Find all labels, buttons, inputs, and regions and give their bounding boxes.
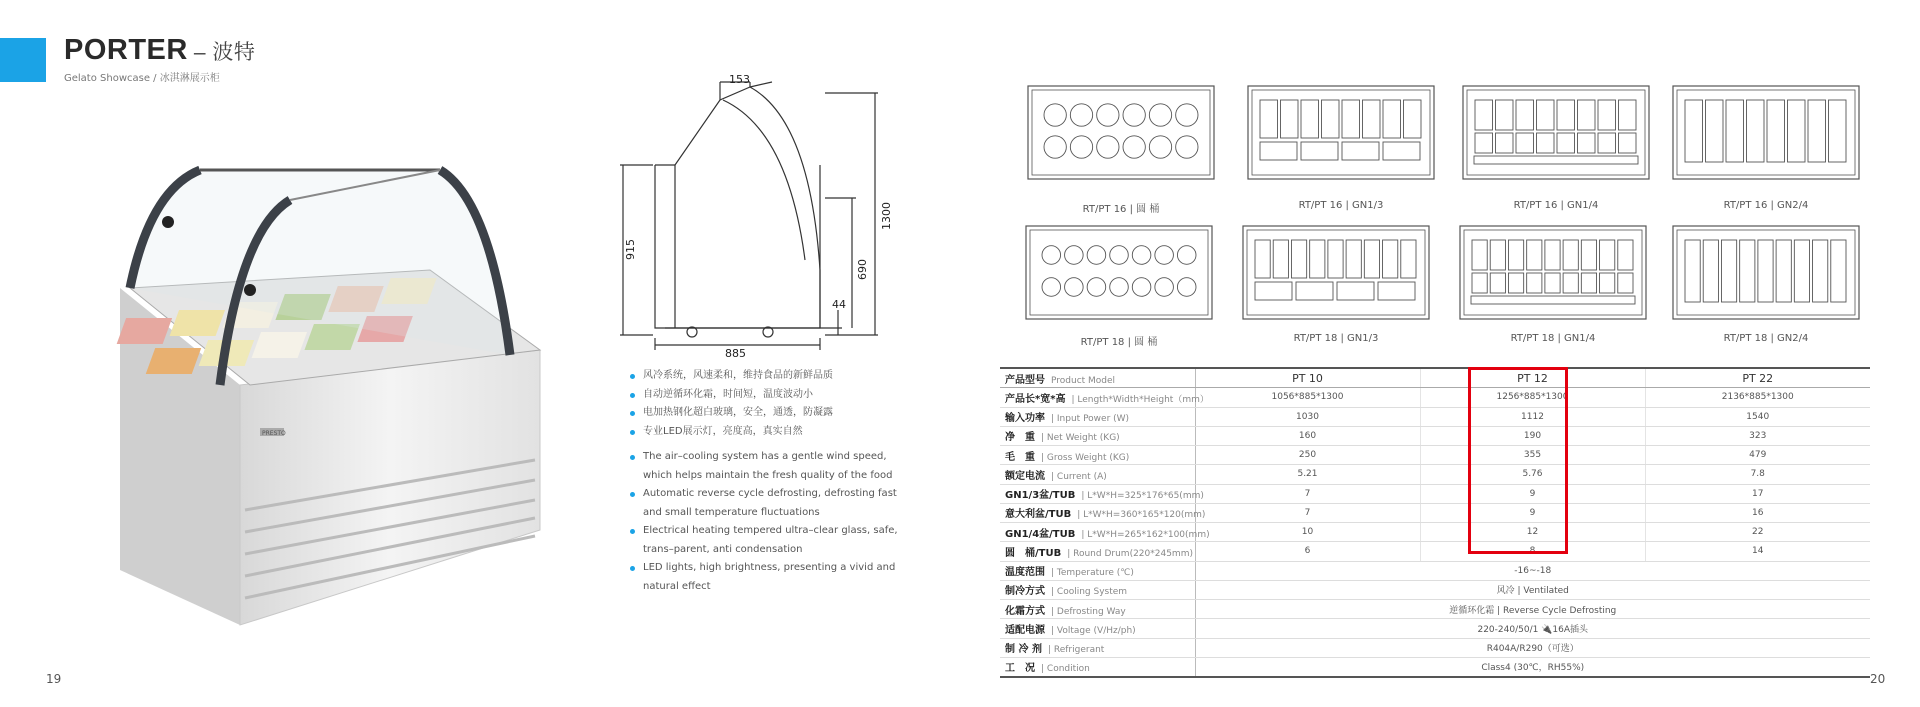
spec-row (1000, 600, 1870, 619)
spec-value: 2136*885*1300 (1645, 388, 1870, 407)
spec-row (1000, 426, 1870, 445)
spec-value: 7 (1195, 503, 1420, 522)
spec-value: -16~-18 (1195, 561, 1870, 580)
features-en (630, 448, 915, 596)
config-caption: RT/PT 18 | GN1/4 (1510, 333, 1596, 344)
spec-value: 1056*885*1300 (1195, 388, 1420, 407)
model-pt12: PT 12 (1420, 368, 1645, 388)
feature-en-item: The air–cooling system has a gentle wind speed, which helps maintain the fresh quality of the food (630, 448, 915, 485)
spec-label: 毛 重 | Gross Weight (KG) (1000, 446, 1195, 465)
features-cn (630, 367, 915, 441)
config-diagram-round (1025, 225, 1213, 320)
spec-label: 制冷方式 | Cooling System (1000, 580, 1195, 599)
spec-row (1000, 484, 1870, 503)
spec-label: 工 况 | Condition (1000, 657, 1195, 677)
feature-en-item: Automatic reverse cycle defrosting, defrosting fast and small temperature fluctuations (630, 485, 915, 522)
spec-value: 5.21 (1195, 465, 1420, 484)
config-caption: RT/PT 18 | 圆 桶 (1080, 337, 1158, 348)
config-diagram-gn14 (1462, 85, 1650, 180)
spec-value: 323 (1645, 426, 1870, 445)
spec-label: GN1/3盆/TUB | L*W*H=325*176*65(mm) (1000, 484, 1195, 503)
feature-en-item: LED lights, high brightness, presenting a vivid and natural effect (630, 559, 915, 596)
spec-value: Class4 (30℃，RH55%) (1195, 657, 1870, 677)
dim-front-height: 915 (624, 239, 637, 260)
spec-value: 6 (1195, 542, 1420, 561)
dimension-drawing (620, 70, 893, 360)
spec-label: 产品长*宽*高 | Length*Width*Height（mm） (1000, 388, 1195, 407)
spec-label: 意大利盆/TUB | L*W*H=360*165*120(mm) (1000, 503, 1195, 522)
spec-row (1000, 580, 1870, 599)
config-diagram-round (1027, 85, 1215, 180)
spec-label: 圆 桶/TUB | Round Drum(220*245mm) (1000, 542, 1195, 561)
spec-value: 479 (1645, 446, 1870, 465)
spec-label: 温度范围 | Temperature (℃) (1000, 561, 1195, 580)
pt12-highlight-box (1468, 367, 1568, 554)
product-badge: PRESTO (262, 430, 286, 437)
spec-value: 12 (1420, 523, 1645, 542)
spec-label: 制 冷 剂 | Refrigerant (1000, 638, 1195, 657)
feature-en-item: Electrical heating tempered ultra–clear glass, safe, trans–parent, anti condensation (630, 522, 915, 559)
spec-row (1000, 503, 1870, 522)
spec-row (1000, 657, 1870, 677)
spec-value: 22 (1645, 523, 1870, 542)
spec-value: 7.8 (1645, 465, 1870, 484)
config-diagram-gn13 (1247, 85, 1435, 180)
feature-cn-item: 自动逆循环化霜，时间短，温度波动小 (630, 386, 915, 405)
spec-row (1000, 542, 1870, 561)
spec-header-row (1000, 368, 1870, 388)
spec-value: 10 (1195, 523, 1420, 542)
spec-value: R404A/R290（可选） (1195, 638, 1870, 657)
spec-value: 355 (1420, 446, 1645, 465)
dim-depth: 885 (725, 347, 746, 360)
spec-row (1000, 523, 1870, 542)
spec-row (1000, 388, 1870, 407)
config-caption: RT/PT 18 | GN1/3 (1293, 333, 1379, 344)
spec-value: 160 (1195, 426, 1420, 445)
config-caption: RT/PT 16 | GN1/3 (1298, 200, 1384, 211)
feature-cn-item: 风冷系统，风速柔和，维持食品的新鲜品质 (630, 367, 915, 386)
dim-total-height: 1300 (880, 202, 893, 230)
spec-table (1000, 367, 1870, 678)
spec-label: 化霜方式 | Defrosting Way (1000, 600, 1195, 619)
spec-value: 风冷 | Ventilated (1195, 580, 1870, 599)
spec-value: 16 (1645, 503, 1870, 522)
feature-cn-item: 专业LED展示灯，亮度高，真实自然 (630, 423, 915, 442)
spec-label: 额定电流 | Current (A) (1000, 465, 1195, 484)
spec-label: 输入功率 | Input Power (W) (1000, 407, 1195, 426)
config-caption: RT/PT 16 | GN1/4 (1513, 200, 1599, 211)
config-caption: RT/PT 16 | 圆 桶 (1082, 204, 1160, 215)
spec-value: 17 (1645, 484, 1870, 503)
spec-value: 220-240/50/1 🔌16A插头 (1195, 619, 1870, 638)
spec-value: 8 (1420, 542, 1645, 561)
spec-value: 14 (1645, 542, 1870, 561)
spec-value: 7 (1195, 484, 1420, 503)
spec-value: 1030 (1195, 407, 1420, 426)
model-pt10: PT 10 (1195, 368, 1420, 388)
spec-row (1000, 407, 1870, 426)
spec-value: 250 (1195, 446, 1420, 465)
spec-row (1000, 446, 1870, 465)
spec-value: 190 (1420, 426, 1645, 445)
dim-top: 153 (729, 73, 750, 86)
page-number-right: 20 (1870, 672, 1886, 686)
spec-row (1000, 465, 1870, 484)
dim-body-height: 690 (856, 259, 869, 280)
model-pt22: PT 22 (1645, 368, 1870, 388)
config-diagram-gn24 (1672, 85, 1860, 180)
config-diagram-gn13 (1242, 225, 1430, 320)
spec-value: 1540 (1645, 407, 1870, 426)
spec-value: 1256*885*1300 (1420, 388, 1645, 407)
spec-row (1000, 619, 1870, 638)
dim-base-height: 44 (832, 298, 846, 311)
feature-cn-item: 电加热钢化超白玻璃，安全，通透，防凝露 (630, 404, 915, 423)
config-caption: RT/PT 16 | GN2/4 (1723, 200, 1809, 211)
spec-label: 净 重 | Net Weight (KG) (1000, 426, 1195, 445)
spec-value: 9 (1420, 484, 1645, 503)
config-diagram-gn14 (1459, 225, 1647, 320)
config-diagram-gn24 (1672, 225, 1860, 320)
spec-label: 适配电源 | Voltage (V/Hz/ph) (1000, 619, 1195, 638)
page-subtitle: Gelato Showcase / 冰淇淋展示柜 (64, 73, 220, 84)
brand-color-block (0, 38, 46, 82)
spec-value: 9 (1420, 503, 1645, 522)
product-photo (90, 170, 560, 625)
page-title: PORTER – 波特 (64, 34, 256, 66)
spec-value: 逆循环化霜 | Reverse Cycle Defrosting (1195, 600, 1870, 619)
spec-row (1000, 638, 1870, 657)
spec-label: GN1/4盆/TUB | L*W*H=265*162*100(mm) (1000, 523, 1195, 542)
config-caption: RT/PT 18 | GN2/4 (1723, 333, 1809, 344)
spec-value: 1112 (1420, 407, 1645, 426)
spec-label: 产品型号 Product Model (1000, 368, 1195, 388)
page-number-left: 19 (46, 672, 62, 686)
spec-value: 5.76 (1420, 465, 1645, 484)
spec-row (1000, 561, 1870, 580)
